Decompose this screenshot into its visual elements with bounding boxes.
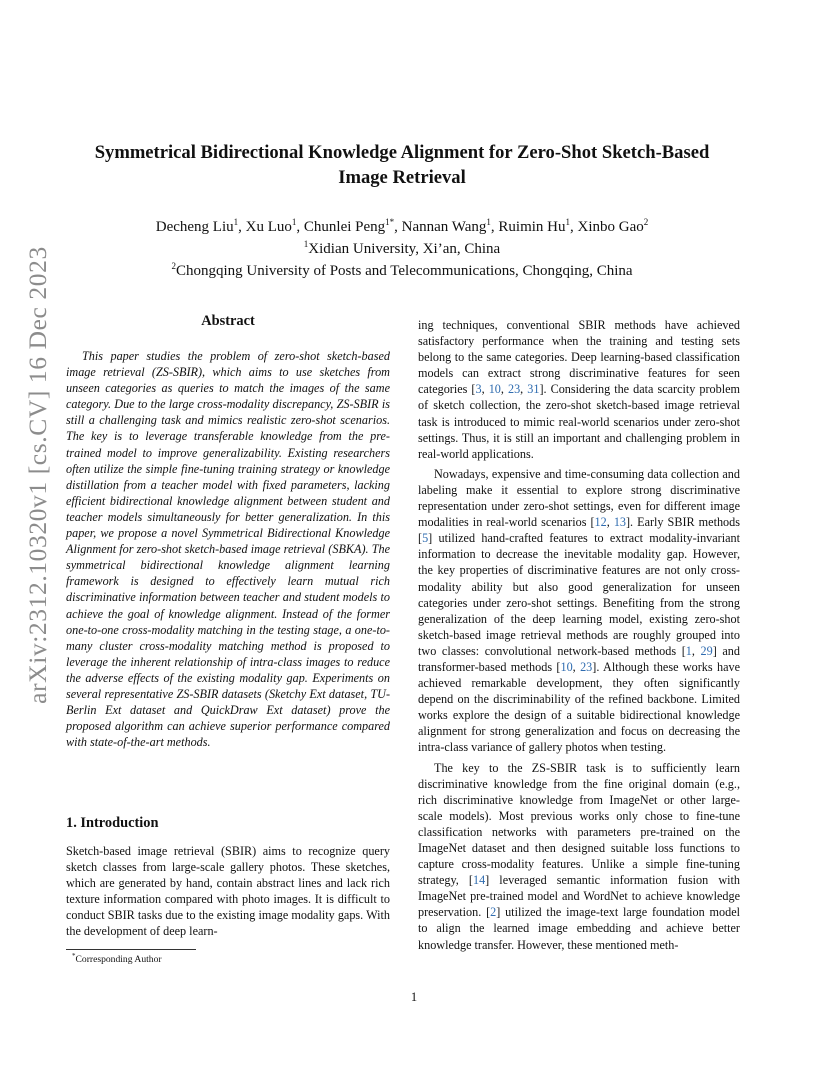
paragraph-text: ] utilized hand-crafted features to extract modality-invariant information to decrease the inevitable modality gap. However, the key properties of discriminative features are not only cross-modality ability but also good generalization for unseen categories under zero-shot settings. Benefiting from the strong generalization of the deep learning model, existing zero-shot sketch-based image retrieval methods are roughly grouped into two classes: convolutional network-based methods [ <box>418 531 740 658</box>
citation-link[interactable]: 29 <box>700 643 713 658</box>
introduction-body-right <box>418 317 740 953</box>
footnote-mark: * <box>72 952 76 960</box>
paragraph-text: ] utilized the image-text large foundation model to align the learned image embedding and achieve better knowledge transfer. However, these mentioned meth- <box>418 905 741 952</box>
author-name: Decheng Liu <box>155 219 234 235</box>
author-affiliation-mark: 1 <box>486 217 491 227</box>
author-name: Chunlei Peng <box>303 219 386 235</box>
affiliation-mark: 2 <box>171 261 176 271</box>
paragraph-text: , <box>691 643 701 658</box>
citation-link[interactable]: 2 <box>490 905 497 920</box>
footnote <box>72 952 162 965</box>
introduction-body-left: Sketch-based image retrieval (SBIR) aims to recognize query sketch classes from large-scale gallery photos. These sketches, which are generated by hand, contain abstract lines and lack rich texture information compared with photo images. It is difficult to conduct SBIR tasks due to the existing image modality gaps. With the development of deep learn- <box>66 844 390 939</box>
arxiv-stamp-text: arXiv:2312.10320v1 [cs.CV] 16 Dec 2023 <box>23 246 52 704</box>
author-affiliation-mark: 1 <box>565 217 570 227</box>
page-number: 1 <box>410 990 418 1004</box>
body-paragraph <box>418 317 740 462</box>
affiliation-text: Chongqing University of Posts and Telecommunications, Chongqing, China <box>175 263 633 279</box>
paragraph-text: , <box>606 515 614 530</box>
paragraph-text: , <box>481 382 489 397</box>
citation-link[interactable]: 10 <box>560 659 573 674</box>
author-name: Xu Luo <box>245 219 292 235</box>
affiliation-2 <box>66 260 738 282</box>
arxiv-identifier-stamp <box>18 0 58 1072</box>
paragraph-text: ] leveraged semantic information fusion with ImageNet pre-trained model and WordNet to achieve knowledge preservation. [ <box>418 873 740 920</box>
citation-link[interactable]: 23 <box>580 659 593 674</box>
author-affiliation-mark: 1 <box>233 217 239 227</box>
title-line-2: Image Retrieval <box>338 167 466 188</box>
citation-link[interactable]: 12 <box>594 515 607 530</box>
citation-link[interactable]: 1 <box>685 643 692 658</box>
title-line-1: Symmetrical Bidirectional Knowledge Alignment for Zero-Shot Sketch-Based <box>94 142 710 163</box>
footnote-text: Corresponding Author <box>75 954 162 966</box>
paragraph-text: ]. Although these works have achieved remarkable development, they often significantly depend on the discriminability of the refined backbone. Limited works explore the design of a suitable bidirectional knowledge alignment for strong generalization and focus on decreasing the intra-class variance of gallery photos when testing. <box>418 659 740 755</box>
author-separator: , <box>569 219 578 235</box>
paragraph-text: ]. Considering the data scarcity problem of sketch collection, the zero-shot sketch-based image retrieval task is introduced to mimic real-world scenarios under zero-shot settings. Thus, it is still an important and challenging problem in real-world applications. <box>418 382 741 461</box>
abstract-heading: Abstract <box>201 313 255 329</box>
paragraph-text: ] and transformer-based methods [ <box>418 643 740 674</box>
body-paragraph <box>418 760 740 953</box>
abstract-body: This paper studies the problem of zero-shot sketch-based image retrieval (ZS-SBIR), which aims to use sketches from unseen categories as queries to match the images of the same category. Due to the large cross-modality discrepancy, ZS-SBIR is still a challenging task and mimics realistic zero-shot scenarios. The key is to leverage transferable knowledge from the pre-trained model to improve generalizability. Existing researchers often utilize the simple fine-tuning training strategy or knowledge distillation from a teacher model with fixed parameters, lacking efficient bidirectional knowledge alignment between student and teacher models simultaneously for better generalization. In this paper, we propose a novel Symmetrical Bidirectional Knowledge Alignment for zero-shot sketch-based image retrieval (SBKA). The symmetrical bidirectional knowledge alignment learning framework is designed to effectively learn mutual rich discriminative information between teacher and student models to achieve the goal of knowledge alignment. Instead of the former one-to-one cross-modality matching in the testing stage, a one-to-many cluster cross-modality matching method is proposed to leverage the inherent relationship of intra-class images to reduce the adverse effects of the existing modality gap. Experiments on several representative ZS-SBIR datasets (Sketchy Ext dataset, TU-Berlin Ext dataset and QuickDraw Ext dataset) prove the proposed algorithm can achieve superior performance compared with state-of-the-art methods. <box>66 349 390 750</box>
author-name: Xinbo Gao <box>577 219 644 235</box>
citation-link[interactable]: 5 <box>422 531 429 546</box>
author-list <box>66 216 738 238</box>
author-separator: , <box>296 219 304 235</box>
footnote-rule <box>66 949 196 950</box>
paragraph-text: Nowadays, expensive and time-consuming data collection and labeling make it essential to explore strong discriminative representation under zero-shot settings, even for different image modalities in real-world scenarios [ <box>418 466 740 530</box>
citation-link[interactable]: 31 <box>527 382 540 397</box>
affiliation-text: Xidian University, Xi’an, China <box>308 241 501 257</box>
paragraph-text: ]. Early SBIR methods [ <box>418 515 740 546</box>
paragraph-text: The key to the ZS-SBIR task is to sufficiently learn discriminative knowledge from the fine original domain (e.g., rich discriminative knowledge from ImageNet or other large-scale models). Most previous works only chose to fine-tune classification networks with parameters pre-trained on the ImageNet dataset and then designed suitable loss functions to capture cross-modality features. Unlike a simple fine-tuning strategy, [ <box>418 760 740 888</box>
citation-link[interactable]: 10 <box>488 382 501 397</box>
author-affiliation-mark: 2 <box>643 217 649 227</box>
author-name: Ruimin Hu <box>498 219 566 235</box>
author-name: Nannan Wang <box>401 219 487 235</box>
introduction-heading: 1. Introduction <box>66 815 159 831</box>
paragraph-text: , <box>500 382 508 397</box>
author-separator: , <box>238 219 246 235</box>
citation-link[interactable]: 3 <box>475 382 482 397</box>
affiliation-1 <box>66 238 738 260</box>
affiliation-mark: 1 <box>303 239 309 249</box>
author-block <box>66 216 738 282</box>
author-affiliation-mark: 1* <box>385 217 395 227</box>
author-affiliation-mark: 1 <box>291 217 297 227</box>
citation-link[interactable]: 14 <box>472 873 486 888</box>
author-separator: , <box>490 219 499 235</box>
paper-title <box>66 140 738 190</box>
author-separator: , <box>394 219 402 235</box>
paragraph-text: , <box>572 659 581 674</box>
body-paragraph <box>418 466 740 756</box>
citation-link[interactable]: 23 <box>507 382 521 397</box>
paragraph-text: ing techniques, conventional SBIR methods have achieved satisfactory performance when the training and testing sets belong to the same categories. Deep learning-based classification models can extract strong discriminative features for seen categories [ <box>418 318 740 397</box>
paragraph-text: , <box>520 382 528 397</box>
citation-link[interactable]: 13 <box>613 515 626 530</box>
